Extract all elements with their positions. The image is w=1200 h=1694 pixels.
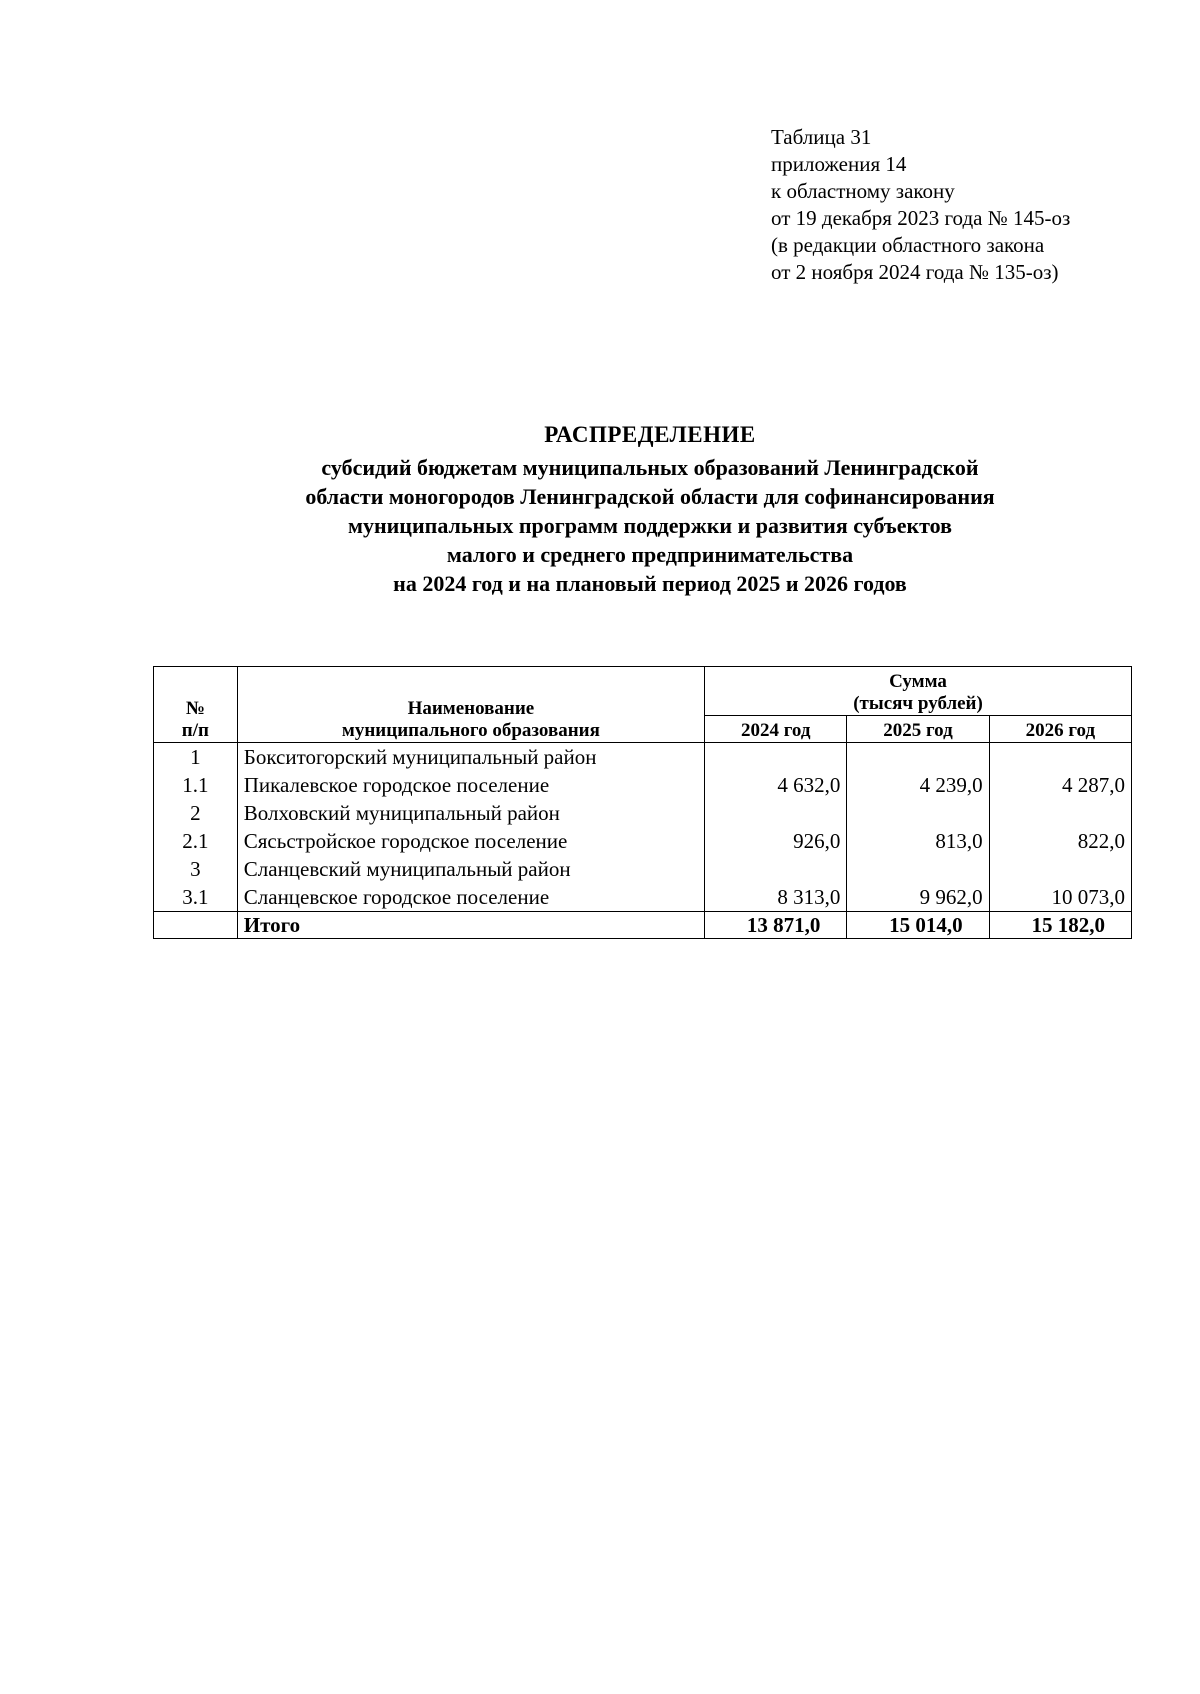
total-row	[154, 912, 1132, 939]
title-heading: РАСПРЕДЕЛЕНИЕ	[544, 422, 756, 447]
title-line: малого и среднего предпринимательства	[446, 542, 854, 567]
row-value-2026: 4 287,0	[989, 771, 1131, 799]
header-number-line: №	[185, 698, 205, 719]
row-name: Сланцевское городское поселение	[237, 883, 704, 912]
header-sum-line: (тысяч рублей)	[853, 693, 983, 714]
table-body	[154, 743, 1132, 912]
document-reference	[771, 124, 1070, 286]
header-year-2025: 2025 год	[847, 716, 989, 743]
header-year-2024: 2024 год	[705, 716, 847, 743]
total-label: Итого	[237, 912, 704, 939]
row-value-2025	[847, 799, 989, 827]
row-value-2026	[989, 855, 1131, 883]
title-line: области моногородов Ленинградской области для софинансирования	[305, 484, 995, 509]
row-value-2026	[989, 743, 1131, 772]
header-name	[237, 667, 704, 743]
reference-line: от 2 ноября 2024 года № 135-оз)	[771, 260, 1059, 284]
row-name: Волховский муниципальный район	[237, 799, 704, 827]
table-footer	[154, 912, 1132, 939]
header-sum-line: Сумма	[889, 671, 947, 692]
row-name: Бокситогорский муниципальный район	[237, 743, 704, 772]
reference-line: от 19 декабря 2023 года № 145-оз	[771, 206, 1071, 230]
row-value-2024	[705, 855, 847, 883]
row-value-2024	[705, 743, 847, 772]
row-number: 3.1	[154, 883, 238, 912]
row-name: Пикалевское городское поселение	[237, 771, 704, 799]
total-value-2026: 15 182,0	[989, 912, 1131, 939]
row-value-2025: 813,0	[847, 827, 989, 855]
title-line: субсидий бюджетам муниципальных образований Ленинградской	[321, 455, 979, 480]
header-number-line: п/п	[181, 720, 209, 741]
total-value-2025: 15 014,0	[847, 912, 989, 939]
title-line: на 2024 год и на плановый период 2025 и 2026 годов	[393, 571, 907, 596]
row-value-2026	[989, 799, 1131, 827]
row-value-2024: 4 632,0	[705, 771, 847, 799]
row-number: 1.1	[154, 771, 238, 799]
reference-line: приложения 14	[771, 152, 907, 176]
table-row	[154, 799, 1132, 827]
title-line: муниципальных программ поддержки и развития субъектов	[347, 513, 953, 538]
row-value-2026: 822,0	[989, 827, 1131, 855]
row-value-2024: 8 313,0	[705, 883, 847, 912]
document-title	[0, 420, 1200, 598]
header-year-2026: 2026 год	[989, 716, 1131, 743]
header-sum	[705, 667, 1132, 716]
row-value-2026: 10 073,0	[989, 883, 1131, 912]
row-value-2025	[847, 743, 989, 772]
row-value-2024	[705, 799, 847, 827]
table-row	[154, 827, 1132, 855]
reference-line: (в редакции областного закона	[771, 233, 1045, 257]
reference-line: к областному закону	[771, 179, 955, 203]
row-name: Сланцевский муниципальный район	[237, 855, 704, 883]
table-row	[154, 771, 1132, 799]
row-value-2025: 9 962,0	[847, 883, 989, 912]
row-name: Сясьстройское городское поселение	[237, 827, 704, 855]
table-header	[154, 667, 1132, 743]
row-number: 3	[154, 855, 238, 883]
table-row	[154, 855, 1132, 883]
distribution-table	[153, 666, 1132, 939]
row-value-2025: 4 239,0	[847, 771, 989, 799]
row-value-2024: 926,0	[705, 827, 847, 855]
table-row	[154, 743, 1132, 772]
row-number: 2.1	[154, 827, 238, 855]
row-number: 2	[154, 799, 238, 827]
header-number	[154, 667, 238, 743]
header-name-line: муниципального образования	[341, 720, 600, 741]
header-name-line: Наименование	[407, 698, 535, 719]
row-number: 1	[154, 743, 238, 772]
total-number	[154, 912, 238, 939]
total-value-2024: 13 871,0	[705, 912, 847, 939]
row-value-2025	[847, 855, 989, 883]
reference-line: Таблица 31	[771, 125, 872, 149]
table-row	[154, 883, 1132, 912]
